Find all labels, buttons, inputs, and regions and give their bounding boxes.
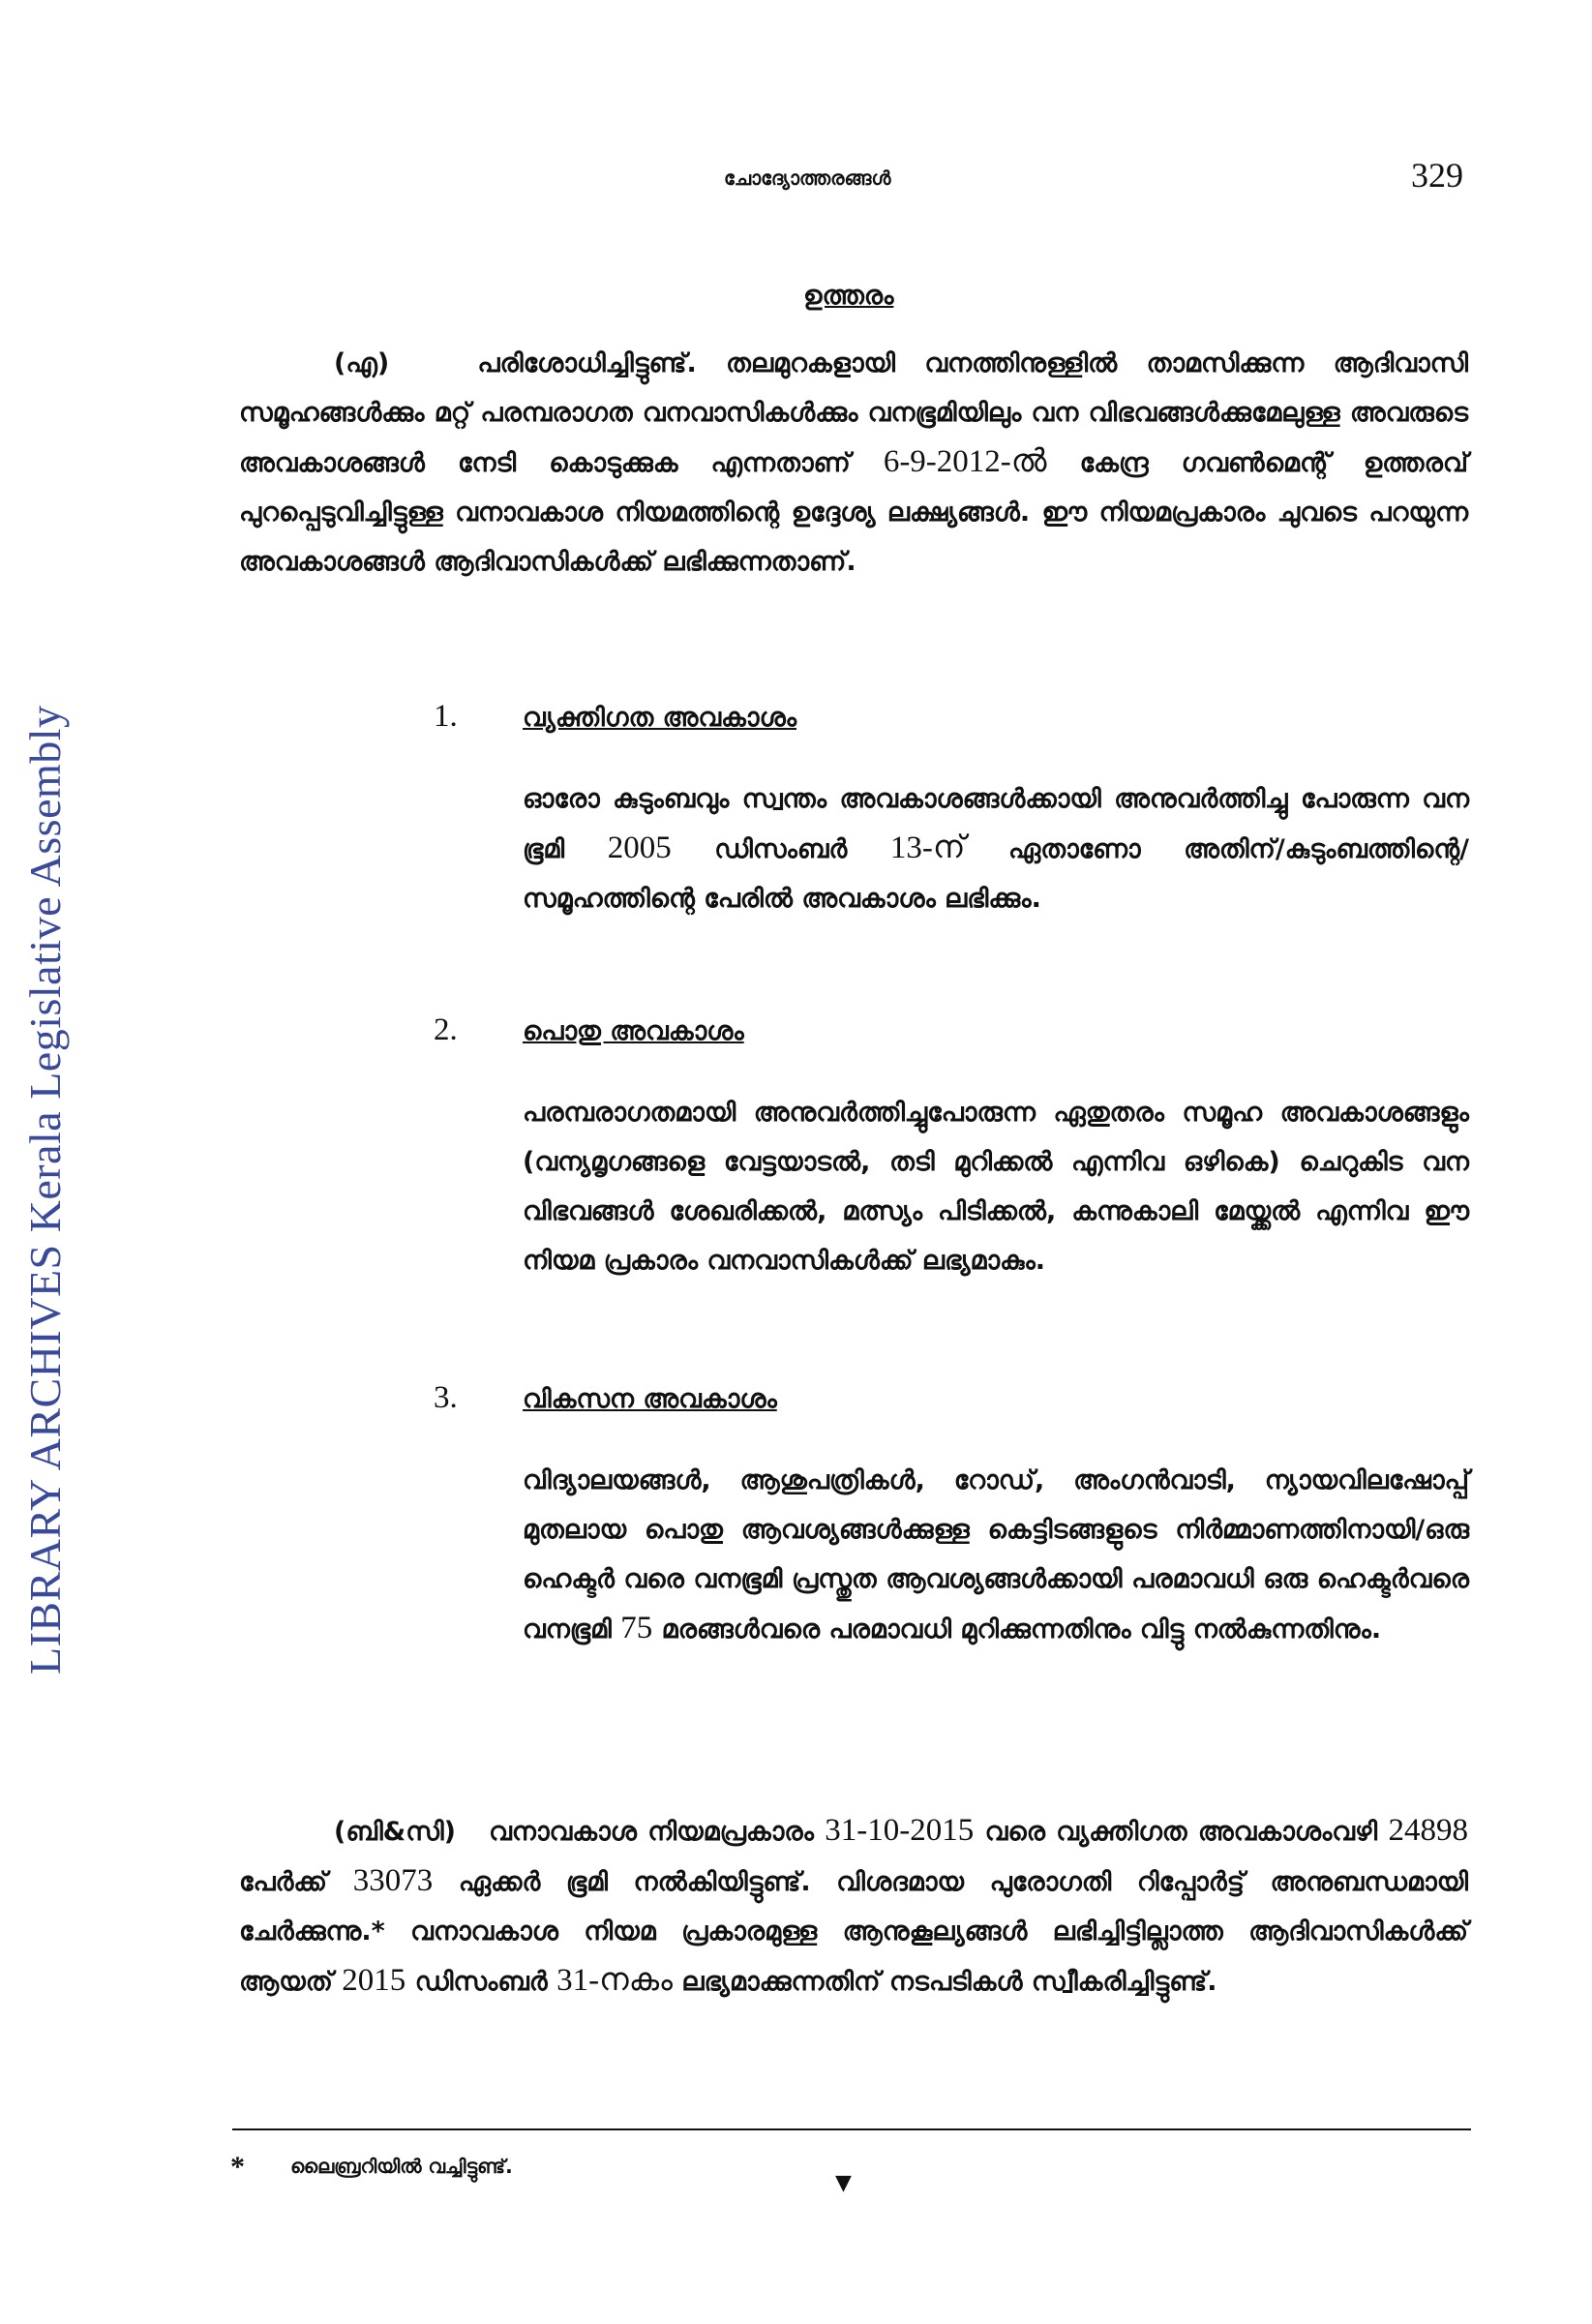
footnote-marker: * (230, 2151, 245, 2183)
answer-bc-acres: 33073 (352, 1863, 434, 1898)
item-number: 2. (434, 1012, 458, 1047)
page-number: 329 (1411, 156, 1463, 195)
answer-a-label: (എ) (334, 348, 390, 378)
item-body-text: മരങ്ങൾവരെ പരമാവധി മുറിക്കുന്നതിനും വിട്ടു നൽകുന്നതിനും. (661, 1615, 1382, 1645)
item-title: പൊതു അവകാശം (523, 1016, 744, 1046)
answer-bc-text: വനാവകാശ നിയമപ്രകാരം (489, 1817, 814, 1847)
bullet-mark-icon: ▼ (835, 2171, 852, 2195)
item-body (523, 774, 1469, 923)
answer-a-text-1: പരിശോധിച്ചിട്ടുണ്ട്. തലമുറകളായി വനത്തിനുള്ളിൽ താമസിക്കുന്ന ആദിവാസി സമൂഹങ്ങൾക്കും മറ്റ് പരമ്പരാഗത വനവാസികൾക്കും വനഭൂമിയിലും വന വിഭവങ്ങൾക്കുമേലുള്ള അവരുടെ അവകാശങ്ങൾ നേടി കൊടുക്കുക എന്നതാണ് (239, 348, 1468, 478)
item-title: വ്യക്തിഗത അവകാശം (523, 703, 797, 733)
item-body (523, 1456, 1469, 1654)
answer-a-text-2: കേന്ദ്ര ഗവൺമെന്റ് ഉത്തരവ് പുറപ്പെടുവിച്ചിട്ടുള്ള വനാവകാശ നിയമത്തിന്റെ ഉദ്ദേശ്യ ലക്ഷ്യങ്ങൾ. ഈ നിയമപ്രകാരം ചുവടെ പറയുന്ന അവകാശങ്ങൾ ആദിവാസികൾക്ക് ലഭിക്കുന്നതാണ്. (239, 448, 1468, 577)
item-count: 75 (620, 1611, 653, 1645)
item-body: പരമ്പരാഗതമായി അനുവർത്തിച്ചുപോരുന്ന ഏതുതരം സമൂഹ അവകാശങ്ങളും (വന്യമൃഗങ്ങളെ വേട്ടയാടൽ, തടി മുറിക്കൽ എന്നിവ ഒഴികെ) ചെറുകിട വന വിഭവങ്ങൾ ശേഖരിക്കൽ, മത്സ്യം പിടിക്കൽ, കന്നുകാലി മേയ്ക്കൽ എന്നിവ ഈ നിയമ പ്രകാരം വനവാസികൾക്ക് ലഭ്യമാകും. (523, 1098, 1469, 1276)
answer-bc-day: 31-നകം (556, 1963, 673, 1998)
running-title: ചോദ്യോത്തരങ്ങൾ (724, 166, 891, 190)
item-number: 1. (434, 699, 458, 734)
item-day: 13-ന് (889, 830, 966, 865)
archive-watermark: LIBRARY ARCHIVES Kerala Legislative Assembly (20, 705, 70, 1675)
answer-bc-date: 31-10-2015 (825, 1813, 975, 1848)
item-body-text: വിദ്യാലയങ്ങൾ, ആശുപത്രികൾ, റോഡ്, അംഗൻവാടി, ന്യായവിലഷോപ്പ് മുതലായ പൊതു ആവശ്യങ്ങൾക്കുള്ള കെട്ടിടങ്ങളുടെ നിർമ്മാണത്തിനായി/ഒരു ഹെക്ടർ വരെ വനഭൂമി പ്രസ്തുത ആവശ്യങ്ങൾക്കായി പരമാവധി ഒരു ഹെക്ടർവരെ വനഭൂമി (523, 1465, 1469, 1645)
answer-bc-label: (ബി&സി) (334, 1817, 456, 1847)
answer-a-paragraph (239, 339, 1468, 587)
answer-bc-year: 2015 (342, 1963, 406, 1998)
item-body-text: ഏതാണോ അതിന്/കുടുംബത്തിന്റെ/സമൂഹത്തിന്റെ പേരിൽ അവകാശം ലഭിക്കും. (523, 834, 1469, 914)
answer-a-date: 6-9-2012-ൽ (883, 444, 1047, 479)
item-body-text: ഡിസംബർ (714, 834, 848, 864)
section-title: ഉത്തരം (803, 281, 894, 311)
answer-bc-text: പേർക്ക് (239, 1867, 328, 1897)
item-title: വികസന അവകാശം (523, 1384, 777, 1414)
item-year: 2005 (607, 830, 672, 865)
item-number: 3. (434, 1380, 458, 1415)
answer-bc-text: വരെ വ്യക്തിഗത അവകാശംവഴി (984, 1817, 1378, 1847)
answer-bc-paragraph (239, 1806, 1468, 2007)
answer-bc-text: ഏക്കർ ഭൂമി നൽകിയിട്ടുണ്ട്. വിശദമായ പുരോഗതി റിപ്പോർട്ട് അനുബന്ധമായി ചേർക്കുന്നു.* വനാവകാശ നിയമ പ്രകാരമുള്ള ആനുകൂല്യങ്ങൾ ലഭിച്ചിട്ടില്ലാത്ത ആദിവാസികൾക്ക് ആയത് (239, 1867, 1468, 1997)
answer-bc-text: ഡിസംബർ (414, 1967, 548, 1997)
footnote-divider (232, 2128, 1471, 2130)
item-body-text: ഓരോ കുടുംബവും സ്വന്തം അവകാശങ്ങൾക്കായി അനുവർത്തിച്ചു പോരുന്ന വന ഭൂമി (523, 784, 1469, 864)
answer-bc-persons: 24898 (1388, 1813, 1469, 1848)
answer-bc-text: ലഭ്യമാക്കുന്നതിന് നടപടികൾ സ്വീകരിച്ചിട്ടുണ്ട്. (681, 1967, 1217, 1997)
footnote-text: ലൈബ്രറിയിൽ വച്ചിട്ടുണ്ട്. (290, 2155, 513, 2178)
